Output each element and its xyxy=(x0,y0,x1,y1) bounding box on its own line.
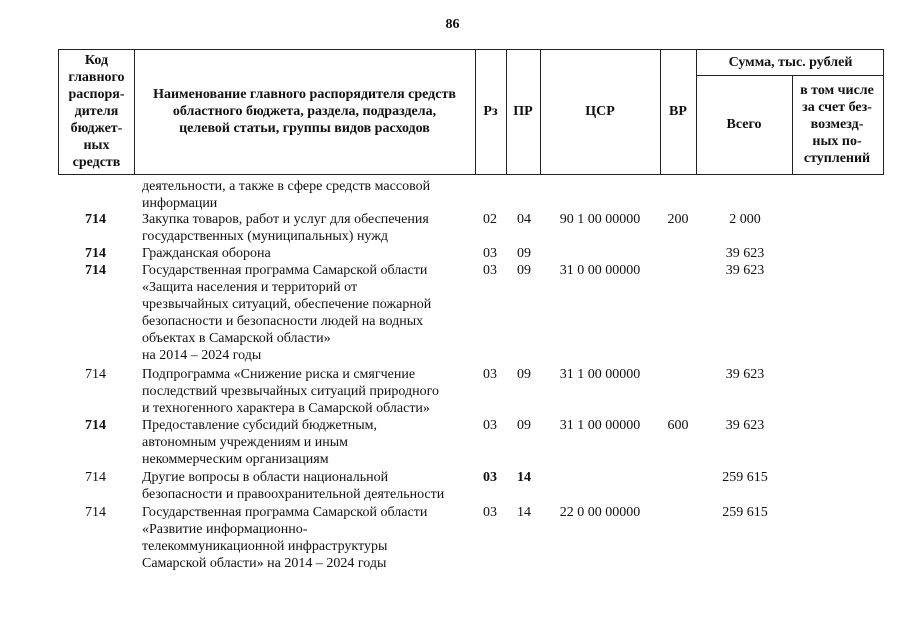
row-total: 259 615 xyxy=(722,505,768,520)
row-name-line: Закупка товаров, работ и услуг для обеспечения xyxy=(142,212,429,227)
row-name-line: автономным учреждениям и иным xyxy=(142,435,349,450)
header-line: областного бюджета, раздела, подраздела, xyxy=(172,104,437,119)
row-name-line: Предоставление субсидий бюджетным, xyxy=(142,418,378,433)
row-name-line: Самарской области» на 2014 – 2024 годы xyxy=(142,556,387,571)
row-name-line: последствий чрезвычайных ситуаций природного xyxy=(142,384,439,399)
row-total: 39 623 xyxy=(725,263,765,278)
row-total: 259 615 xyxy=(722,470,768,485)
row-rz: 02 xyxy=(483,212,497,227)
row-name-line: Другие вопросы в области национальной xyxy=(142,470,389,485)
row-name-line: Подпрограмма «Снижение риска и смягчение xyxy=(142,367,416,382)
row-name xyxy=(142,211,477,245)
row-name xyxy=(142,178,477,212)
header-line: бюджет- xyxy=(70,121,123,136)
row-vr: 200 xyxy=(667,212,689,227)
row-name-line: Государственная программа Самарской области xyxy=(142,263,428,278)
row-name-line: Гражданская оборона xyxy=(142,246,271,261)
row-vr: 600 xyxy=(667,418,689,433)
row-name xyxy=(142,262,477,364)
header-name xyxy=(134,50,475,173)
row-name xyxy=(142,366,477,417)
row-name-line: Государственная программа Самарской области xyxy=(142,505,428,520)
row-name-line: «Защита населения и территорий от xyxy=(142,280,358,295)
header-line: целевой статьи, группы видов расходов xyxy=(179,121,430,136)
header-code-lines xyxy=(68,52,124,171)
row-rz: 03 xyxy=(483,246,497,261)
row-pr: 04 xyxy=(517,212,531,227)
row-name-line: безопасности и безопасности людей на водных xyxy=(142,314,424,329)
row-name-line: информации xyxy=(142,196,218,211)
row-csr: 31 0 00 00000 xyxy=(559,263,641,278)
header-line: в том числе xyxy=(800,82,874,98)
header-line: возмезд- xyxy=(810,116,864,132)
table-header xyxy=(58,49,884,175)
row-csr: 31 1 00 00000 xyxy=(559,367,641,382)
header-code xyxy=(59,50,134,173)
row-name-line: и техногенного характера в Самарской области» xyxy=(142,401,430,416)
row-pr: 09 xyxy=(517,367,531,382)
header-line: дителя xyxy=(74,104,119,119)
header-incl xyxy=(792,75,882,173)
row-rz: 03 xyxy=(483,505,497,520)
row-name-line: деятельности, а также в сфере средств массовой xyxy=(142,179,431,194)
header-line: ступлений xyxy=(803,150,871,166)
row-code: 714 xyxy=(85,263,106,278)
row-total: 39 623 xyxy=(725,418,765,433)
row-pr: 14 xyxy=(517,470,531,485)
header-incl-lines xyxy=(800,82,874,167)
row-code: 714 xyxy=(85,418,106,433)
header-rz: Рз xyxy=(483,104,498,119)
header-line: за счет без- xyxy=(802,99,872,115)
row-code: 714 xyxy=(85,505,106,520)
row-pr: 09 xyxy=(517,418,531,433)
header-line: средств xyxy=(72,155,121,170)
row-name-line: некоммерческим организациям xyxy=(142,452,329,467)
row-name xyxy=(142,504,477,572)
header-line: Код xyxy=(84,53,109,68)
row-name-line: телекоммуникационной инфраструктуры xyxy=(142,539,388,554)
header-vr: ВР xyxy=(669,104,687,119)
header-line: ных по- xyxy=(812,133,862,149)
row-code: 714 xyxy=(85,470,106,485)
header-total: Всего xyxy=(726,116,762,132)
row-code: 714 xyxy=(85,212,106,227)
row-name xyxy=(142,417,477,468)
row-total: 39 623 xyxy=(725,246,765,261)
row-pr: 09 xyxy=(517,263,531,278)
row-rz: 03 xyxy=(483,263,497,278)
row-csr: 90 1 00 00000 xyxy=(559,212,641,227)
row-pr: 09 xyxy=(517,246,531,261)
row-name-line: чрезвычайных ситуаций, обеспечение пожарной xyxy=(142,297,432,312)
header-line: Наименование главного распорядителя средств xyxy=(153,87,456,102)
header-pr: ПР xyxy=(513,104,533,119)
row-name xyxy=(142,245,477,262)
row-csr: 22 0 00 00000 xyxy=(559,505,641,520)
row-rz: 03 xyxy=(483,470,497,485)
row-total: 39 623 xyxy=(725,367,765,382)
header-line: распоря- xyxy=(68,87,125,102)
page-number: 86 xyxy=(445,17,460,32)
row-code: 714 xyxy=(85,367,106,382)
row-code: 714 xyxy=(85,246,106,261)
row-name-line: государственных (муниципальных) нужд xyxy=(142,229,389,244)
row-rz: 03 xyxy=(483,367,497,382)
row-csr: 31 1 00 00000 xyxy=(559,418,641,433)
row-name-line: объектах в Самарской области» xyxy=(142,331,331,346)
header-name-lines xyxy=(153,86,456,137)
header-line: ных xyxy=(83,138,110,153)
row-total: 2 000 xyxy=(729,212,761,227)
row-pr: 14 xyxy=(517,505,531,520)
row-name-line: безопасности и правоохранительной деятельности xyxy=(142,487,445,502)
header-csr: ЦСР xyxy=(585,104,615,119)
header-sum: Сумма, тыс. рублей xyxy=(728,55,853,70)
header-line: главного xyxy=(68,70,125,85)
row-name xyxy=(142,469,477,503)
row-name-line: на 2014 – 2024 годы xyxy=(142,348,262,363)
row-name-line: «Развитие информационно- xyxy=(142,522,308,537)
row-rz: 03 xyxy=(483,418,497,433)
